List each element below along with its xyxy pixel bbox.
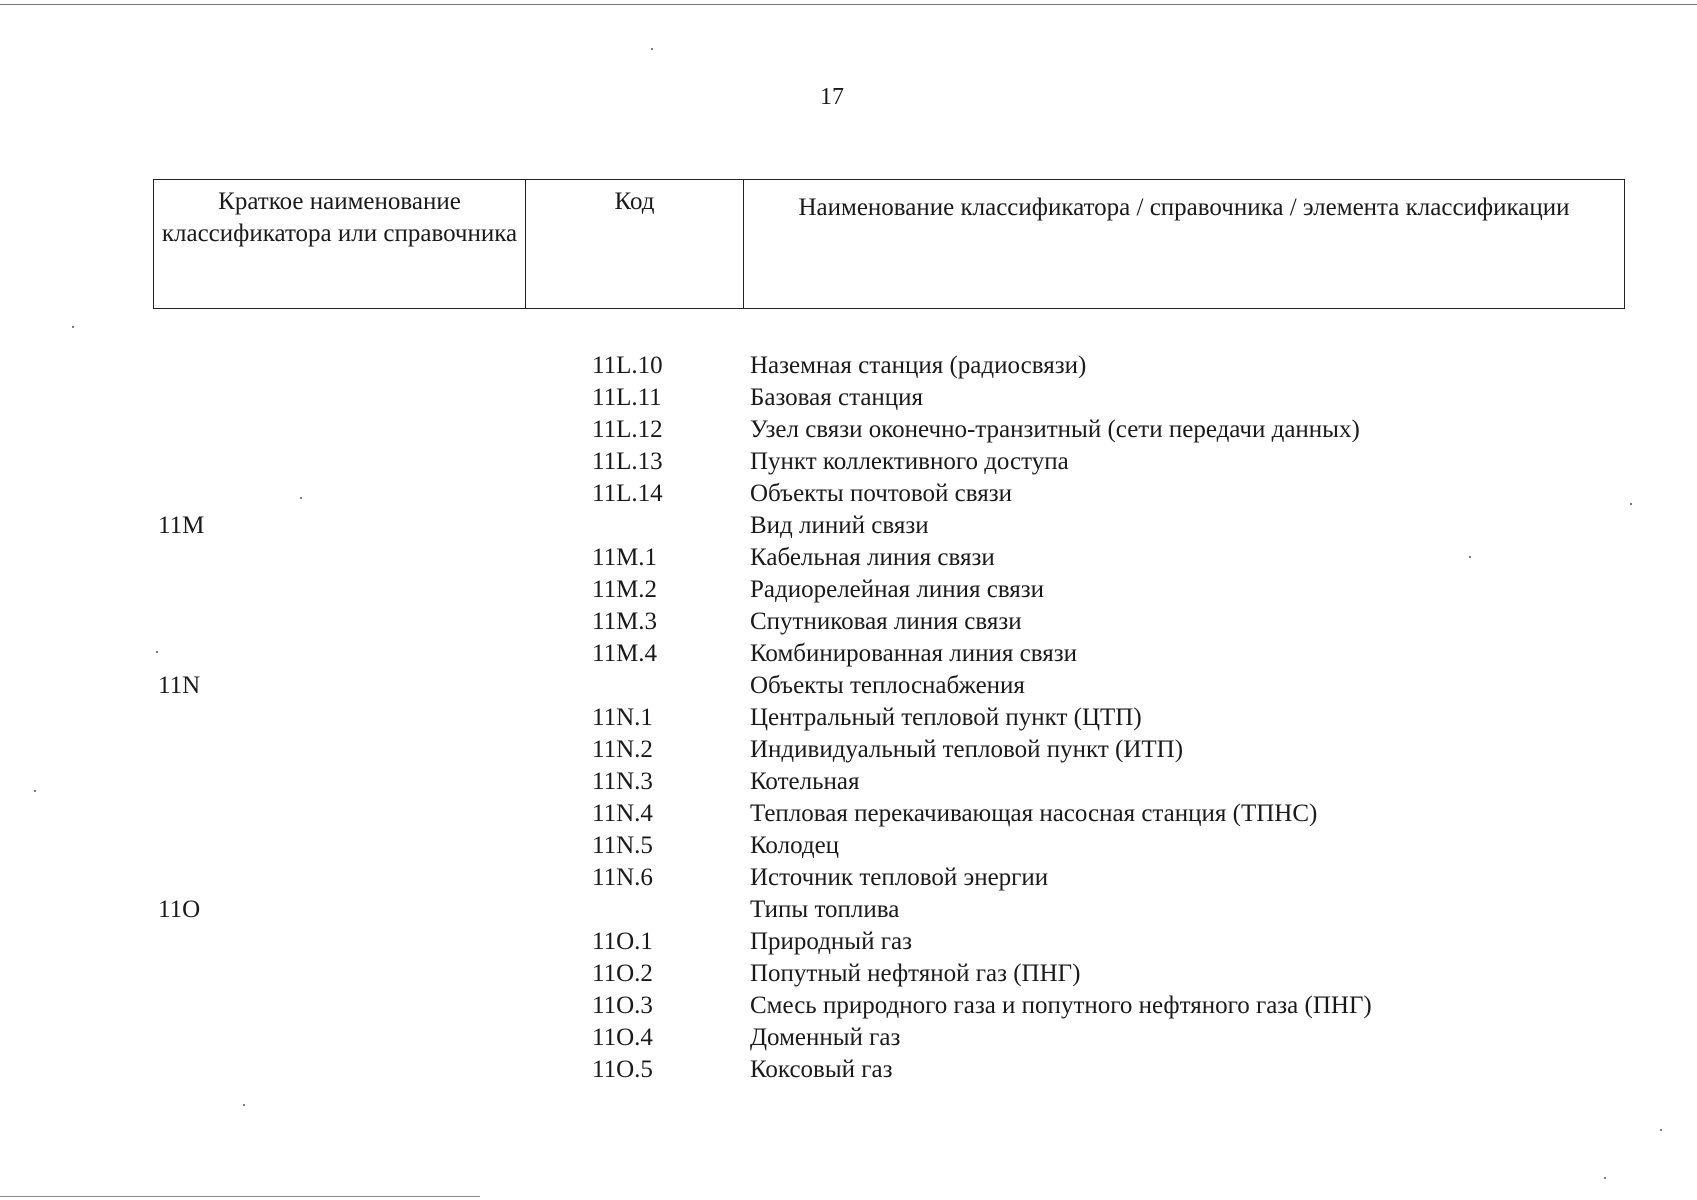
row-name: Котельная [750, 768, 860, 795]
row-code: 11N.4 [592, 800, 653, 827]
row-name: Радиорелейная линия связи [750, 576, 1045, 603]
table-row [0, 862, 1697, 894]
table-row [0, 830, 1697, 862]
row-name: Узел связи оконечно-транзитный (сети передачи данных) [750, 416, 1360, 443]
row-code: 11M.3 [592, 608, 658, 635]
header-short-name: Краткое наименование классификатора или справочника [154, 180, 526, 308]
row-name: Спутниковая линия связи [750, 608, 1022, 635]
scan-speck [300, 497, 302, 499]
table-row [0, 414, 1697, 446]
row-code: 11L.11 [592, 384, 662, 411]
classifier-list [0, 350, 1697, 1086]
scan-border-top [0, 4, 1697, 5]
table-row [0, 606, 1697, 638]
scan-border-bottom [0, 1196, 480, 1197]
row-name: Природный газ [750, 928, 912, 955]
table-row [0, 574, 1697, 606]
row-code: 11O.2 [592, 960, 653, 987]
row-code: 11N.5 [592, 832, 653, 859]
row-name: Объекты теплоснабжения [750, 672, 1025, 699]
table-row [0, 958, 1697, 990]
row-name: Вид линий связи [750, 512, 929, 539]
table-row [0, 1054, 1697, 1086]
row-name: Индивидуальный тепловой пункт (ИТП) [750, 736, 1184, 763]
header-full-name: Наименование классификатора / справочника / элемента классификации [798, 194, 1570, 221]
scan-speck [243, 1104, 245, 1106]
table-row [0, 766, 1697, 798]
row-name: Смесь природного газа и попутного нефтяного газа (ПНГ) [750, 992, 1372, 1019]
scan-speck [34, 790, 36, 792]
row-code: 11N.1 [592, 704, 653, 731]
table-row [0, 894, 1697, 926]
table-row [0, 478, 1697, 510]
row-short-name: 11O [158, 896, 201, 923]
row-code: 11L.10 [592, 352, 663, 379]
table-row [0, 734, 1697, 766]
row-name: Центральный тепловой пункт (ЦТП) [750, 704, 1142, 731]
row-short-name: 11M [158, 512, 205, 539]
row-code: 11O.1 [592, 928, 653, 955]
table-row [0, 542, 1697, 574]
row-name: Базовая станция [750, 384, 924, 411]
row-name: Пункт коллективного доступа [750, 448, 1069, 475]
table-row [0, 702, 1697, 734]
header-code: Код [526, 180, 744, 308]
scan-speck [1469, 556, 1471, 558]
row-code: 11O.3 [592, 992, 653, 1019]
row-name: Источник тепловой энергии [750, 864, 1049, 891]
row-name: Типы топлива [750, 896, 900, 923]
table-row [0, 382, 1697, 414]
scan-speck [651, 48, 653, 50]
row-name: Объекты почтовой связи [750, 480, 1012, 507]
table-row [0, 510, 1697, 542]
table-row [0, 350, 1697, 382]
row-name: Попутный нефтяной газ (ПНГ) [750, 960, 1081, 987]
row-name: Тепловая перекачивающая насосная станция (ТПНС) [750, 800, 1318, 827]
row-short-name: 11N [158, 672, 201, 699]
row-code: 11L.13 [592, 448, 663, 475]
row-code: 11O.4 [592, 1024, 653, 1051]
table-row [0, 670, 1697, 702]
table-row [0, 1022, 1697, 1054]
row-name: Доменный газ [750, 1024, 901, 1051]
scan-speck [1604, 1177, 1606, 1179]
row-code: 11N.3 [592, 768, 653, 795]
table-row [0, 638, 1697, 670]
table-row [0, 926, 1697, 958]
row-code: 11N.6 [592, 864, 653, 891]
row-name: Комбинированная линия связи [750, 640, 1077, 667]
table-row [0, 990, 1697, 1022]
row-code: 11M.4 [592, 640, 658, 667]
scan-speck [72, 326, 74, 328]
row-name: Колодец [750, 832, 840, 859]
row-name: Наземная станция (радиосвязи) [750, 352, 1087, 379]
page-number: 17 [820, 84, 844, 110]
scan-speck [156, 651, 158, 653]
row-name: Кабельная линия связи [750, 544, 995, 571]
table-row [0, 798, 1697, 830]
row-code: 11M.1 [592, 544, 658, 571]
table-header [153, 179, 1625, 309]
row-code: 11M.2 [592, 576, 658, 603]
row-code: 11O.5 [592, 1056, 653, 1083]
scan-speck [1660, 1129, 1662, 1131]
row-name: Коксовый газ [750, 1056, 893, 1083]
scan-speck [1630, 503, 1632, 505]
row-code: 11L.14 [592, 480, 663, 507]
table-row [0, 446, 1697, 478]
row-code: 11N.2 [592, 736, 653, 763]
row-code: 11L.12 [592, 416, 663, 443]
